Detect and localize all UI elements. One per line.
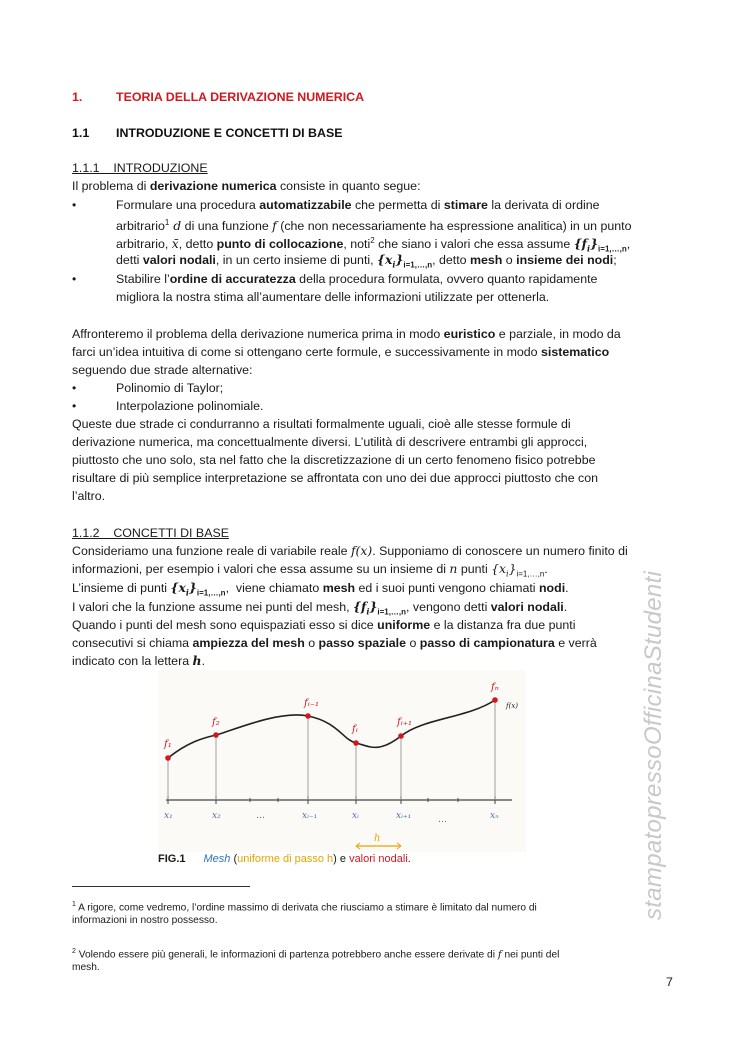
- x-label: xᵢ₊₁: [396, 811, 412, 821]
- para2-line1: Affronteremo il problema della derivazione numerica prima in modo euristico e parziale, in modo da: [72, 327, 621, 341]
- intro-line: Il problema di derivazione numerica consiste in quanto segue:: [72, 179, 421, 193]
- concetti-line2: informazioni, per esempio i valori che essa assume su un insieme di n punti $\{x_i\}_{i=1,\dots,n}$.: [72, 561, 548, 579]
- bullet2-line1: Stabilire l’ordine di accuratezza della procedura formulata, ovvero quanto rapidamente: [116, 272, 598, 286]
- node-label: fᵢ₋₁: [304, 698, 319, 709]
- concetti-line5: Quando i punti del mesh sono equispaziati esso si dice uniforme e la distanza fra due punti: [72, 618, 576, 632]
- concetti-line1: Consideriamo una funzione reale di variabile reale f(x). Supponiamo di conoscere un numero finito di: [72, 543, 628, 558]
- node-point: [213, 732, 219, 738]
- bullet-marker: •: [72, 399, 77, 413]
- node-label: f₂: [212, 717, 220, 728]
- node-points: [165, 697, 498, 761]
- ellipsis: …: [256, 811, 265, 821]
- x-label: xᵢ₋₁: [302, 811, 318, 821]
- concetti-line6: consecutivi si chiama ampiezza del mesh o passo spaziale o passo di campionatura e verrà: [72, 636, 597, 650]
- concetti-line7: indicato con la lettera h.: [72, 653, 206, 668]
- bullet-marker: •: [72, 381, 77, 395]
- x-label: xₙ: [490, 811, 499, 821]
- node-label: fᵢ₊₁: [397, 717, 412, 728]
- bullet2-line2: migliora la nostra stima all’aumentare delle informazioni utilizzate per ottenerla.: [116, 290, 550, 304]
- para2-line6: piuttosto che uno solo, sta nel fatto che la discretizzazione di un certo fenomeno fisico potrebbe: [72, 453, 596, 467]
- x-label: xᵢ: [352, 811, 359, 821]
- bullet-taylor: Polinomio di Taylor;: [116, 381, 224, 395]
- bullet-marker: •: [72, 198, 77, 212]
- para2-line7: risultare di più semplice interpretazione se affrontata con uno dei due approcci piuttosto che con: [72, 471, 599, 485]
- para2-line8: l’altro.: [72, 489, 106, 503]
- x-labels: [164, 811, 499, 821]
- bullet1-line1: Formulare una procedura automatizzabile che permetta di stimare la derivata di ordine: [116, 198, 600, 212]
- footnote-separator: [72, 886, 250, 887]
- function-curve: [168, 700, 495, 758]
- para2-line3: seguendo due strade alternative:: [72, 363, 253, 377]
- footnote-1-line2: informazioni in nostro possesso.: [72, 915, 218, 926]
- footnote-1: $^1$ A rigore, come vedremo, l’ordine massimo di derivata che riusciamo a stimare è limitato dal numero di: [72, 901, 537, 914]
- node-point: [165, 755, 171, 761]
- subsection-heading-concetti: 1.1.2 CONCETTI DI BASE: [72, 526, 229, 540]
- page-number: 7: [666, 975, 673, 989]
- concetti-line3: L’insieme di punti $\{x_i\}_{i=1,\dots,n}$, viene chiamato mesh ed i suoi punti vengono chiamati nodi.: [72, 580, 569, 598]
- node-point: [353, 740, 359, 746]
- node-label: fᵢ: [352, 724, 358, 735]
- node-label: f₁: [164, 739, 172, 750]
- node-labels: [163, 682, 499, 750]
- footnote-2-line2: mesh.: [72, 962, 100, 973]
- x-label: x₂: [212, 811, 221, 821]
- bullet1-line3: arbitrario, x̄, detto punto di collocazione, noti$^2$ che siano i valori che essa assume $\{f_i\}_{i=1,\dots,n}$,: [116, 236, 631, 254]
- node-point: [305, 713, 311, 719]
- mesh-diagram: [158, 670, 526, 852]
- concetti-line4: I valori che la funzione assume nei punti del mesh, $\{f_i\}_{i=1,\dots,n}$, vengono detti valori nodali.: [72, 599, 568, 617]
- chapter-number: 1.: [72, 90, 83, 104]
- chapter-title: TEORIA DELLA DERIVAZIONE NUMERICA: [116, 90, 365, 104]
- bullet-marker: •: [72, 272, 77, 286]
- step-label: h: [374, 833, 381, 844]
- bullet-interpolation: Interpolazione polinomiale.: [116, 399, 264, 413]
- figure-caption: FIG.1 Mesh (uniforme di passo h) e valori nodali.: [158, 853, 411, 865]
- node-point: [492, 697, 498, 703]
- para2-line2: farci un’idea intuitiva di come si ottengano certe formule, e successivamente in modo sistematico: [72, 345, 610, 359]
- watermark: stampatopressoOfficinaStudenti: [640, 570, 667, 920]
- curve-label: f(x): [506, 702, 519, 710]
- para2-line5: derivazione numerica, ma concettualmente diversi. L’utilità di descrivere entrambi gli approcci,: [72, 435, 588, 449]
- para2-line4: Queste due strade ci condurranno a risultati formalmente uguali, cioè alle stesse formule di: [72, 417, 571, 431]
- bullet1-line4: detti valori nodali, in un certo insieme di punti, $\{x_i\}_{i=1,\dots,n}$, detto mesh o insieme dei nodi;: [116, 252, 617, 270]
- node-point: [398, 733, 404, 739]
- subsection-heading-introduzione: 1.1.1 INTRODUZIONE: [72, 161, 208, 175]
- section-title: INTRODUZIONE E CONCETTI DI BASE: [116, 126, 343, 140]
- node-label: fₙ: [491, 682, 499, 693]
- node-verticals: [168, 700, 495, 800]
- mesh-figure: [158, 670, 526, 852]
- ellipsis: …: [438, 815, 447, 825]
- section-number: 1.1: [72, 126, 90, 140]
- footnote-2: $^2$ Volendo essere più generali, le informazioni di partenza potrebbero anche essere derivate di f nei punti del: [72, 948, 560, 961]
- bullet1-line2: arbitrario$^1$ d di una funzione f (che non necessariamente ha espressione analitica) in un punto: [116, 218, 632, 234]
- x-label: x₁: [164, 811, 173, 821]
